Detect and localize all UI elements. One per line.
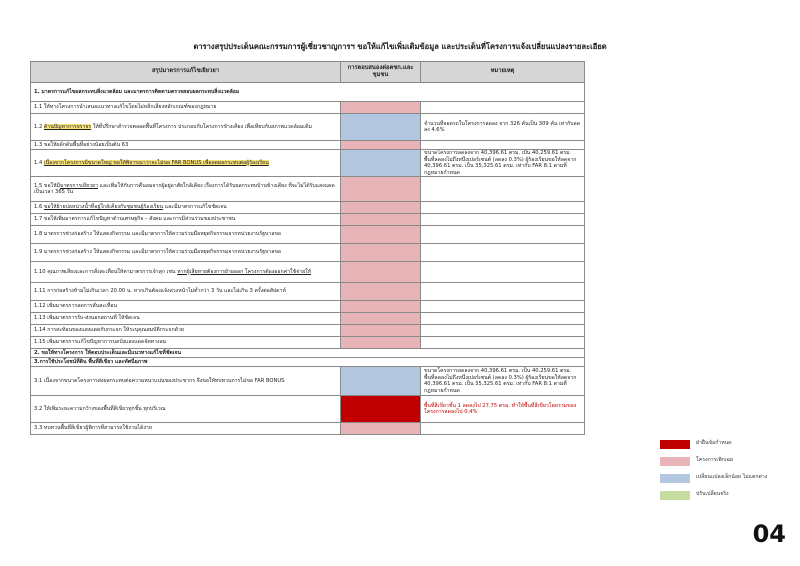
item-text-segment: 1.3 ขอให้ผลักดันพื้นที่อย่างน้อยเป็นต้น 63	[34, 141, 129, 148]
table-row	[31, 202, 585, 214]
legend-item	[660, 457, 790, 466]
section-heading: 2. ขอให้ทางโครงการ ให้ตอบประเด็นและมีแนวทางแก้ไขที่ชัดเจน	[31, 349, 585, 358]
note-cell: ขนาดโครงการลดลงจาก 40,396.61 ตรม. เป็น 40,259.61 ตรม. พื้นที่ลดลงไม่ถึงหนึ่งเปอร์เซนต์ (ลดลง 0.3%) ผู้ร้องเรียนขอให้ลดจาก 40,396.61 ตรม. เป็น 35,325.61 ตรม. เท่ากับ FAR 8:1 ตามที่กฎหมายกำหนด	[421, 367, 585, 396]
item-text	[31, 423, 341, 435]
status-cell	[341, 244, 421, 262]
legend-swatch	[660, 474, 690, 483]
item-text	[31, 325, 341, 337]
table-row	[31, 150, 585, 177]
item-text	[31, 367, 341, 396]
item-text	[31, 177, 341, 202]
note-cell	[421, 141, 585, 150]
table-row	[31, 367, 585, 396]
note-cell	[421, 313, 585, 325]
section-row	[31, 83, 585, 102]
legend-label: เปลี่ยนแปลงเล็กน้อย ไม่แตกต่าง	[696, 474, 768, 480]
note-cell: พื้นที่สีเขียวชั้น 1 ลดลงไป 27.75 ตรม. ทำให้พื้นที่สีเขียวโดยรวมของโครงการลดลงไป 0.4%	[421, 396, 585, 423]
legend-item	[660, 491, 790, 500]
note-cell	[421, 226, 585, 244]
item-text-segment: 3.3 ทบทวนพื้นที่สีเขียวผู้พิการที่สามารถใช้งานได้ง่าย	[34, 425, 152, 432]
legend-swatch	[660, 440, 690, 449]
legend-item	[660, 474, 790, 483]
status-cell	[341, 202, 421, 214]
item-text-segment: 3.2 ให้เพิ่มระยะความกว้างของพื้นที่สีเขียวทุกชั้น ทุกบริเวณ	[34, 405, 166, 412]
table-row	[31, 301, 585, 313]
page-number: 04	[752, 520, 786, 548]
item-text-segment: 1.11 การก่อสร้างห้ามไม่เกินเวลา 20.00 น. หากเกินต้องแจ้งล่วงหน้าไม่ต่ำกว่า 3 วัน และไม่เกิน 3 ครั้งต่อสัปดาห์	[34, 288, 286, 295]
table-body	[31, 83, 585, 435]
item-text-segment: 1.10 คุณภาพเสียงและการสั่งสะเทือนให้ตามาตรการเจ้าสุก เช่น	[34, 268, 178, 275]
note-cell	[421, 202, 585, 214]
status-cell	[341, 337, 421, 349]
status-cell	[341, 226, 421, 244]
status-cell	[341, 150, 421, 177]
note-cell	[421, 244, 585, 262]
item-text-segment: มาตรการเยียวยา	[59, 182, 98, 189]
status-cell	[341, 283, 421, 301]
table-row	[31, 244, 585, 262]
item-text	[31, 337, 341, 349]
item-text	[31, 102, 341, 114]
status-cell	[341, 141, 421, 150]
status-cell	[341, 423, 421, 435]
item-text	[31, 313, 341, 325]
legend-swatch	[660, 457, 690, 466]
item-text	[31, 214, 341, 226]
note-cell: จำนวนที่จอดรถในโครงการลดลง จาก 326 คันเป็น 309 คัน เท่ากับลดลง 4.6%	[421, 114, 585, 141]
item-text-segment: หากผู้เสียหายต้องการย้ายออก โครงการต้องออกค่าใช้จ่ายให้	[177, 268, 312, 275]
item-text	[31, 262, 341, 283]
header-summary: สรุปมาตรการแก้ไขเยียวยา	[31, 62, 341, 83]
item-text-segment: ด้านปัญหาการจราจร	[43, 123, 92, 130]
legend-label: ฝ่าฝืนข้อกำหนด	[696, 440, 732, 446]
item-text-segment: 3.1 เนื่องจากขนาดโครงการส่งผลกระทบต่อความหนาแน่นของประชากร จึงขอให้ทบทวนการไม่ขอ FAR BONUS	[34, 377, 285, 384]
status-cell	[341, 325, 421, 337]
section-heading: 3.การใช้ประโยชน์ที่ดิน พื้นที่สีเขียว และทัศนียภาพ	[31, 358, 585, 367]
item-text	[31, 283, 341, 301]
header-response: การตอบสนองต่อคชก.และชุมชน	[341, 62, 421, 83]
item-text-segment: 1.15 เพิ่มมาตรการแก้ไขปัญหาการบดบังแสงแดดจัดทางลม	[34, 339, 167, 346]
table-row	[31, 114, 585, 141]
note-cell	[421, 301, 585, 313]
table-row	[31, 141, 585, 150]
table-row	[31, 283, 585, 301]
note-cell: ขนาดโครงการลดลงจาก 40,396.61 ตรม. เป็น 40,259.61 ตรม. พื้นที่ลดลงไม่ถึงหนึ่งเปอร์เซนต์ (ลดลง 0.3%) ผู้ร้องเรียนขอให้ลดจาก 40,396.61 ตรม. เป็น 35,325.61 ตรม. เท่ากับ FAR 8:1 ตามที่กฎหมายกำหนด	[421, 150, 585, 177]
table-row	[31, 396, 585, 423]
item-text-segment: 1.6	[34, 204, 44, 211]
item-text	[31, 396, 341, 423]
legend-item	[660, 440, 790, 449]
item-text-segment: ขอให้ย้ายบ่อหน่วงน้ำที่อยู่ใกล้เคียงกับชุมชนผู้ร้องเรียน	[43, 204, 164, 211]
item-text	[31, 244, 341, 262]
status-cell	[341, 396, 421, 423]
status-cell	[341, 262, 421, 283]
note-cell	[421, 262, 585, 283]
note-cell	[421, 177, 585, 202]
status-cell	[341, 177, 421, 202]
table-row	[31, 226, 585, 244]
status-cell	[341, 114, 421, 141]
legend-swatch	[660, 491, 690, 500]
page-title: ตารางสรุปประเด็นคณะกรรมการผู้เชี่ยวชาญการฯ ขอให้แก้ไขเพิ่มเติมข้อมูล และประเด็นที่โครงการแจ้งเปลี่ยนแปลงรายละเอียด	[193, 42, 607, 51]
legend-label: ปรับเปลี่ยนจริง	[696, 491, 729, 497]
item-text-segment: เนื่องจากโครงการมีขนาดใหญ่ ขอให้พิจารณาว่าจะไม่ขอ FAR BONUS เพื่อลดผลกระทบต่อผู้ร้องเรียน	[43, 159, 269, 166]
item-text-segment: 1.8 มาตรการช่วงก่อสร้าง ให้แสดงกิจกรรม และมีมาตรการให้ความร่วมมือหยุดกิจกรรมจากหน่วยงานรัฐบาลขอ	[34, 231, 282, 238]
item-text-segment: 1.1 ให้ทางโครงการนำเสนอแนวทางแก้ไขโดยไม่หลีกเลี่ยงหลักเกณฑ์ของกฎหมาย	[34, 104, 217, 111]
status-cell	[341, 301, 421, 313]
table-row	[31, 214, 585, 226]
item-text-segment: ให้ที่ปรึกษาสำรวจตลอดพื้นที่โครงการ ประกอบกับโครงการข้างเคียง เพื่อเทียบกับสภาพแวดล้อมเดิม	[91, 123, 312, 130]
item-text-segment: 1.9 มาตรการช่วงก่อสร้าง ให้แสดงกิจกรรม และมีมาตรการให้ความร่วมมือหยุดกิจกรรมจากหน่วยงานรัฐบาลขอ	[34, 249, 282, 256]
status-cell	[341, 367, 421, 396]
item-text	[31, 301, 341, 313]
item-text-segment: 1.13 เพิ่มมาตรการรับ-ส่งนอกสถานที่ ให้ชัดเจน	[34, 315, 140, 322]
table-row	[31, 325, 585, 337]
item-text-segment: 1.12 เพิ่มมาตรการลดการสั่นสะเทือน	[34, 303, 118, 310]
note-cell	[421, 325, 585, 337]
table-row	[31, 262, 585, 283]
item-text	[31, 114, 341, 141]
header-note: หมายเหตุ	[421, 62, 585, 83]
item-text-segment: 1.5 ขอให้มี	[34, 182, 60, 189]
note-cell	[421, 214, 585, 226]
table-row	[31, 423, 585, 435]
status-cell	[341, 214, 421, 226]
status-cell	[341, 102, 421, 114]
section-row	[31, 349, 585, 358]
item-text	[31, 141, 341, 150]
item-text-segment: 1.2	[34, 123, 44, 130]
note-cell	[421, 337, 585, 349]
item-text-segment: และมีมาตรการแก้ไขชัดเจน	[163, 204, 227, 211]
table-row	[31, 177, 585, 202]
section-row	[31, 358, 585, 367]
item-text-segment: และเพิ่มให้กับการคืนลมจากผู้อยู่อาศัยใกล้เคียง เรื่องการได้รับผลกระทบบ้านข้างเคียง ที่จะไม่ได้รับแสงแดดเป็นเวลา 365 วัน	[34, 182, 335, 195]
item-text-segment: 1.7 ขอให้เพิ่มมาตรการแก้ไขปัญหาด้านเศรษฐกิจ – สังคม และการมีส่วนร่วมของประชาชน	[34, 216, 236, 223]
item-text	[31, 150, 341, 177]
item-text-segment: 1.4	[34, 159, 44, 166]
table-row	[31, 102, 585, 114]
status-cell	[341, 313, 421, 325]
table-row	[31, 313, 585, 325]
legend-label: โครงการเพิกเฉย	[696, 457, 734, 463]
table-row	[31, 337, 585, 349]
note-cell	[421, 283, 585, 301]
note-cell	[421, 423, 585, 435]
item-text	[31, 202, 341, 214]
note-cell	[421, 102, 585, 114]
item-text	[31, 226, 341, 244]
section-heading: 1. มาตรการแก้ไขผลกระทบสิ่งแวดล้อม และมาตรการติดตามตรวจสอบผลกระทบสิ่งแวดล้อม	[31, 83, 585, 102]
summary-table	[30, 61, 585, 435]
legend	[660, 440, 790, 508]
item-text-segment: 1.14 การสะท้อนของแสงแดดกับกระจก ให้ระบุคุณสมบัติกระจกด้วย	[34, 327, 184, 334]
